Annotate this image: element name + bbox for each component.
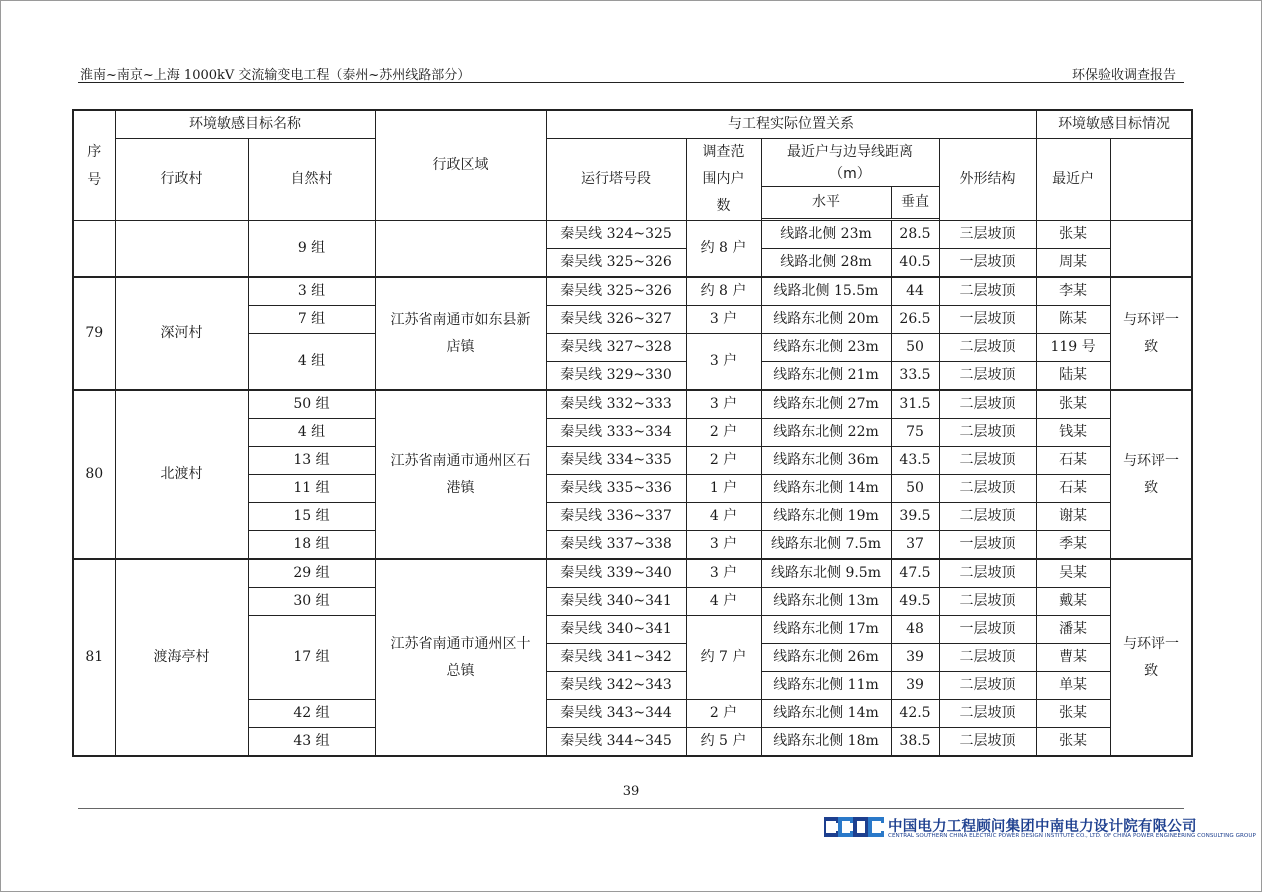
- cell-region: 江苏省南通市如东县新店镇: [375, 277, 546, 390]
- cell-households: 3 户: [686, 306, 761, 334]
- cell-compare: 与环评一致: [1110, 390, 1192, 559]
- cell-structure: 二层坡顶: [939, 700, 1036, 728]
- cell-structure: 二层坡顶: [939, 362, 1036, 391]
- header-natural-village: 自然村: [248, 139, 375, 221]
- cell-nearest: 周某: [1036, 249, 1110, 278]
- cell-natural-village: 15 组: [248, 503, 375, 531]
- report-project-title: 淮南~南京~上海 1000kV 交流输变电工程（泰州~苏州线路部分）: [80, 68, 471, 83]
- cell-vertical: 42.5: [891, 700, 939, 728]
- cell-tower: 秦吴线 329~330: [546, 362, 686, 391]
- header-horizontal: 水平: [761, 187, 891, 219]
- cell-natural-village: 3 组: [248, 277, 375, 306]
- company-name: 中国电力工程顾问集团中南电力设计院有限公司: [888, 819, 1197, 835]
- cell-nearest: 张某: [1036, 221, 1110, 249]
- cell-tower: 秦吴线 339~340: [546, 559, 686, 588]
- cell-nearest: 陆某: [1036, 362, 1110, 391]
- cell-natural-village: 9 组: [248, 221, 375, 278]
- cell-households: 1 户: [686, 475, 761, 503]
- cell-tower: 秦吴线 325~326: [546, 249, 686, 278]
- header-rule: [78, 82, 1184, 83]
- cell-natural-village: 4 组: [248, 334, 375, 391]
- cell-structure: 一层坡顶: [939, 249, 1036, 278]
- cell-compare: 与环评一致: [1110, 559, 1192, 756]
- cell-horizontal: 线路东北侧 20m: [761, 306, 891, 334]
- header-situation: 环境敏感目标情况: [1036, 110, 1192, 139]
- cell-structure: 二层坡顶: [939, 390, 1036, 419]
- cell-natural-village: 13 组: [248, 447, 375, 475]
- cell-nearest: 陈某: [1036, 306, 1110, 334]
- cell-vertical: 75: [891, 419, 939, 447]
- cell-seq: 79: [73, 277, 115, 390]
- cell-nearest: 石某: [1036, 447, 1110, 475]
- page-number: 39: [622, 784, 640, 799]
- cell-tower: 秦吴线 342~343: [546, 672, 686, 700]
- cell-nearest: 曹某: [1036, 644, 1110, 672]
- cell-vertical: 31.5: [891, 390, 939, 419]
- cell-tower: 秦吴线 337~338: [546, 531, 686, 560]
- cell-structure: 一层坡顶: [939, 531, 1036, 560]
- cell-natural-village: 17 组: [248, 616, 375, 700]
- cell-horizontal: 线路北侧 28m: [761, 249, 891, 278]
- company-name-en: CENTRAL SOUTHERN CHINA ELECTRIC POWER DESIGN INSTITUTE CO., LTD. OF CHINA POWER ENGINEERING CONSULTING GROUP: [888, 833, 1256, 839]
- cell-nearest: 潘某: [1036, 616, 1110, 644]
- cell-tower: 秦吴线 327~328: [546, 334, 686, 362]
- cell-structure: 二层坡顶: [939, 559, 1036, 588]
- cell-horizontal: 线路东北侧 13m: [761, 588, 891, 616]
- cell-tower: 秦吴线 336~337: [546, 503, 686, 531]
- cell-nearest: 李某: [1036, 277, 1110, 306]
- cell-natural-village: 29 组: [248, 559, 375, 588]
- cell-households: 约 8 户: [686, 277, 761, 306]
- cell-compare: [1110, 221, 1192, 278]
- cell-village: 渡海亭村: [115, 559, 248, 756]
- cell-vertical: 39.5: [891, 503, 939, 531]
- cell-vertical: 33.5: [891, 362, 939, 391]
- table-row: [73, 221, 1192, 249]
- header-position: 与工程实际位置关系: [546, 110, 1036, 139]
- header-distance: 最近户与边导线距离（m）: [761, 139, 939, 187]
- cell-natural-village: 11 组: [248, 475, 375, 503]
- cell-natural-village: 30 组: [248, 588, 375, 616]
- cell-vertical: 38.5: [891, 728, 939, 757]
- cell-vertical: 49.5: [891, 588, 939, 616]
- cell-households: 4 户: [686, 588, 761, 616]
- cell-tower: 秦吴线 333~334: [546, 419, 686, 447]
- cell-structure: 二层坡顶: [939, 334, 1036, 362]
- cell-horizontal: 线路东北侧 18m: [761, 728, 891, 757]
- cell-tower: 秦吴线 341~342: [546, 644, 686, 672]
- cell-vertical: 39: [891, 644, 939, 672]
- cell-region: 江苏省南通市通州区十总镇: [375, 559, 546, 756]
- cell-households: 3 户: [686, 334, 761, 391]
- footer-rule: [78, 808, 1184, 809]
- cell-nearest: 季某: [1036, 531, 1110, 560]
- cell-horizontal: 线路东北侧 36m: [761, 447, 891, 475]
- header-village: 行政村: [115, 139, 248, 221]
- cell-seq: 81: [73, 559, 115, 756]
- cell-vertical: 28.5: [891, 221, 939, 249]
- cell-structure: 二层坡顶: [939, 588, 1036, 616]
- cell-vertical: 40.5: [891, 249, 939, 278]
- cell-tower: 秦吴线 334~335: [546, 447, 686, 475]
- cell-natural-village: 7 组: [248, 306, 375, 334]
- cell-tower: 秦吴线 344~345: [546, 728, 686, 757]
- cell-vertical: 37: [891, 531, 939, 560]
- header-target-name: 环境敏感目标名称: [115, 110, 375, 139]
- cell-tower: 秦吴线 326~327: [546, 306, 686, 334]
- cell-structure: 一层坡顶: [939, 306, 1036, 334]
- cell-tower: 秦吴线 324~325: [546, 221, 686, 249]
- cell-vertical: 43.5: [891, 447, 939, 475]
- cell-nearest: 张某: [1036, 390, 1110, 419]
- cell-horizontal: 线路北侧 15.5m: [761, 277, 891, 306]
- cell-structure: 二层坡顶: [939, 419, 1036, 447]
- cell-horizontal: 线路东北侧 14m: [761, 475, 891, 503]
- table-row: [73, 277, 1192, 306]
- cell-nearest: 张某: [1036, 700, 1110, 728]
- cell-horizontal: 线路东北侧 26m: [761, 644, 891, 672]
- header-seq: 序号: [73, 110, 115, 221]
- cell-structure: 二层坡顶: [939, 503, 1036, 531]
- cell-region: 江苏省南通市通州区石港镇: [375, 390, 546, 559]
- cell-vertical: 50: [891, 334, 939, 362]
- cell-horizontal: 线路东北侧 21m: [761, 362, 891, 391]
- cell-nearest: 吴某: [1036, 559, 1110, 588]
- cell-structure: 二层坡顶: [939, 447, 1036, 475]
- cell-households: 3 户: [686, 390, 761, 419]
- cell-households: 2 户: [686, 700, 761, 728]
- cell-households: 4 户: [686, 503, 761, 531]
- cell-horizontal: 线路东北侧 17m: [761, 616, 891, 644]
- cell-nearest: 119 号: [1036, 334, 1110, 362]
- cell-horizontal: 线路东北侧 14m: [761, 700, 891, 728]
- cell-vertical: 44: [891, 277, 939, 306]
- cell-households: 约 8 户: [686, 221, 761, 278]
- cell-vertical: 47.5: [891, 559, 939, 588]
- cell-horizontal: 线路东北侧 27m: [761, 390, 891, 419]
- cell-households: 3 户: [686, 559, 761, 588]
- table-row: [73, 390, 1192, 419]
- cell-village: 北渡村: [115, 390, 248, 559]
- cell-seq: [73, 221, 115, 278]
- cell-horizontal: 线路东北侧 23m: [761, 334, 891, 362]
- cell-tower: 秦吴线 335~336: [546, 475, 686, 503]
- header-tower: 运行塔号段: [546, 139, 686, 221]
- cell-horizontal: 线路东北侧 7.5m: [761, 531, 891, 560]
- cell-structure: 二层坡顶: [939, 728, 1036, 757]
- cell-vertical: 39: [891, 672, 939, 700]
- cell-natural-village: 42 组: [248, 700, 375, 728]
- cell-nearest: 张某: [1036, 728, 1110, 757]
- cell-horizontal: 线路东北侧 19m: [761, 503, 891, 531]
- cell-structure: 二层坡顶: [939, 277, 1036, 306]
- cell-nearest: 钱某: [1036, 419, 1110, 447]
- cell-natural-village: 43 组: [248, 728, 375, 757]
- table-row: [73, 559, 1192, 588]
- cell-tower: 秦吴线 340~341: [546, 616, 686, 644]
- cell-structure: 二层坡顶: [939, 475, 1036, 503]
- cell-village: 深河村: [115, 277, 248, 390]
- header-nearest: 最近户: [1036, 139, 1110, 221]
- header-vertical: 垂直: [891, 187, 939, 219]
- cell-horizontal: 线路东北侧 9.5m: [761, 559, 891, 588]
- cell-horizontal: 线路东北侧 11m: [761, 672, 891, 700]
- header-households: 调查范围内户数: [686, 139, 761, 221]
- cell-households: 约 5 户: [686, 728, 761, 757]
- header-structure: 外形结构: [939, 139, 1036, 221]
- company-logo-icon: [824, 816, 884, 838]
- cell-households: 2 户: [686, 419, 761, 447]
- cell-vertical: 50: [891, 475, 939, 503]
- cell-structure: 二层坡顶: [939, 672, 1036, 700]
- cell-tower: 秦吴线 340~341: [546, 588, 686, 616]
- cell-horizontal: 线路北侧 23m: [761, 221, 891, 249]
- cell-households: 约 7 户: [686, 616, 761, 700]
- cell-tower: 秦吴线 343~344: [546, 700, 686, 728]
- cell-seq: 80: [73, 390, 115, 559]
- cell-households: 2 户: [686, 447, 761, 475]
- cell-tower: 秦吴线 332~333: [546, 390, 686, 419]
- cell-region: [375, 221, 546, 278]
- cell-nearest: 戴某: [1036, 588, 1110, 616]
- cell-structure: 一层坡顶: [939, 616, 1036, 644]
- cell-vertical: 48: [891, 616, 939, 644]
- header-region: 行政区域: [375, 110, 546, 221]
- cell-nearest: 单某: [1036, 672, 1110, 700]
- report-type: 环保验收调查报告: [1071, 68, 1176, 83]
- sensitive-targets-table: [72, 109, 1193, 757]
- cell-structure: 三层坡顶: [939, 221, 1036, 249]
- cell-nearest: 石某: [1036, 475, 1110, 503]
- cell-natural-village: 4 组: [248, 419, 375, 447]
- cell-nearest: 谢某: [1036, 503, 1110, 531]
- cell-horizontal: 线路东北侧 22m: [761, 419, 891, 447]
- cell-natural-village: 50 组: [248, 390, 375, 419]
- cell-tower: 秦吴线 325~326: [546, 277, 686, 306]
- cell-households: 3 户: [686, 531, 761, 560]
- cell-vertical: 26.5: [891, 306, 939, 334]
- cell-structure: 二层坡顶: [939, 644, 1036, 672]
- cell-compare: 与环评一致: [1110, 277, 1192, 390]
- cell-village: [115, 221, 248, 278]
- cell-natural-village: 18 组: [248, 531, 375, 560]
